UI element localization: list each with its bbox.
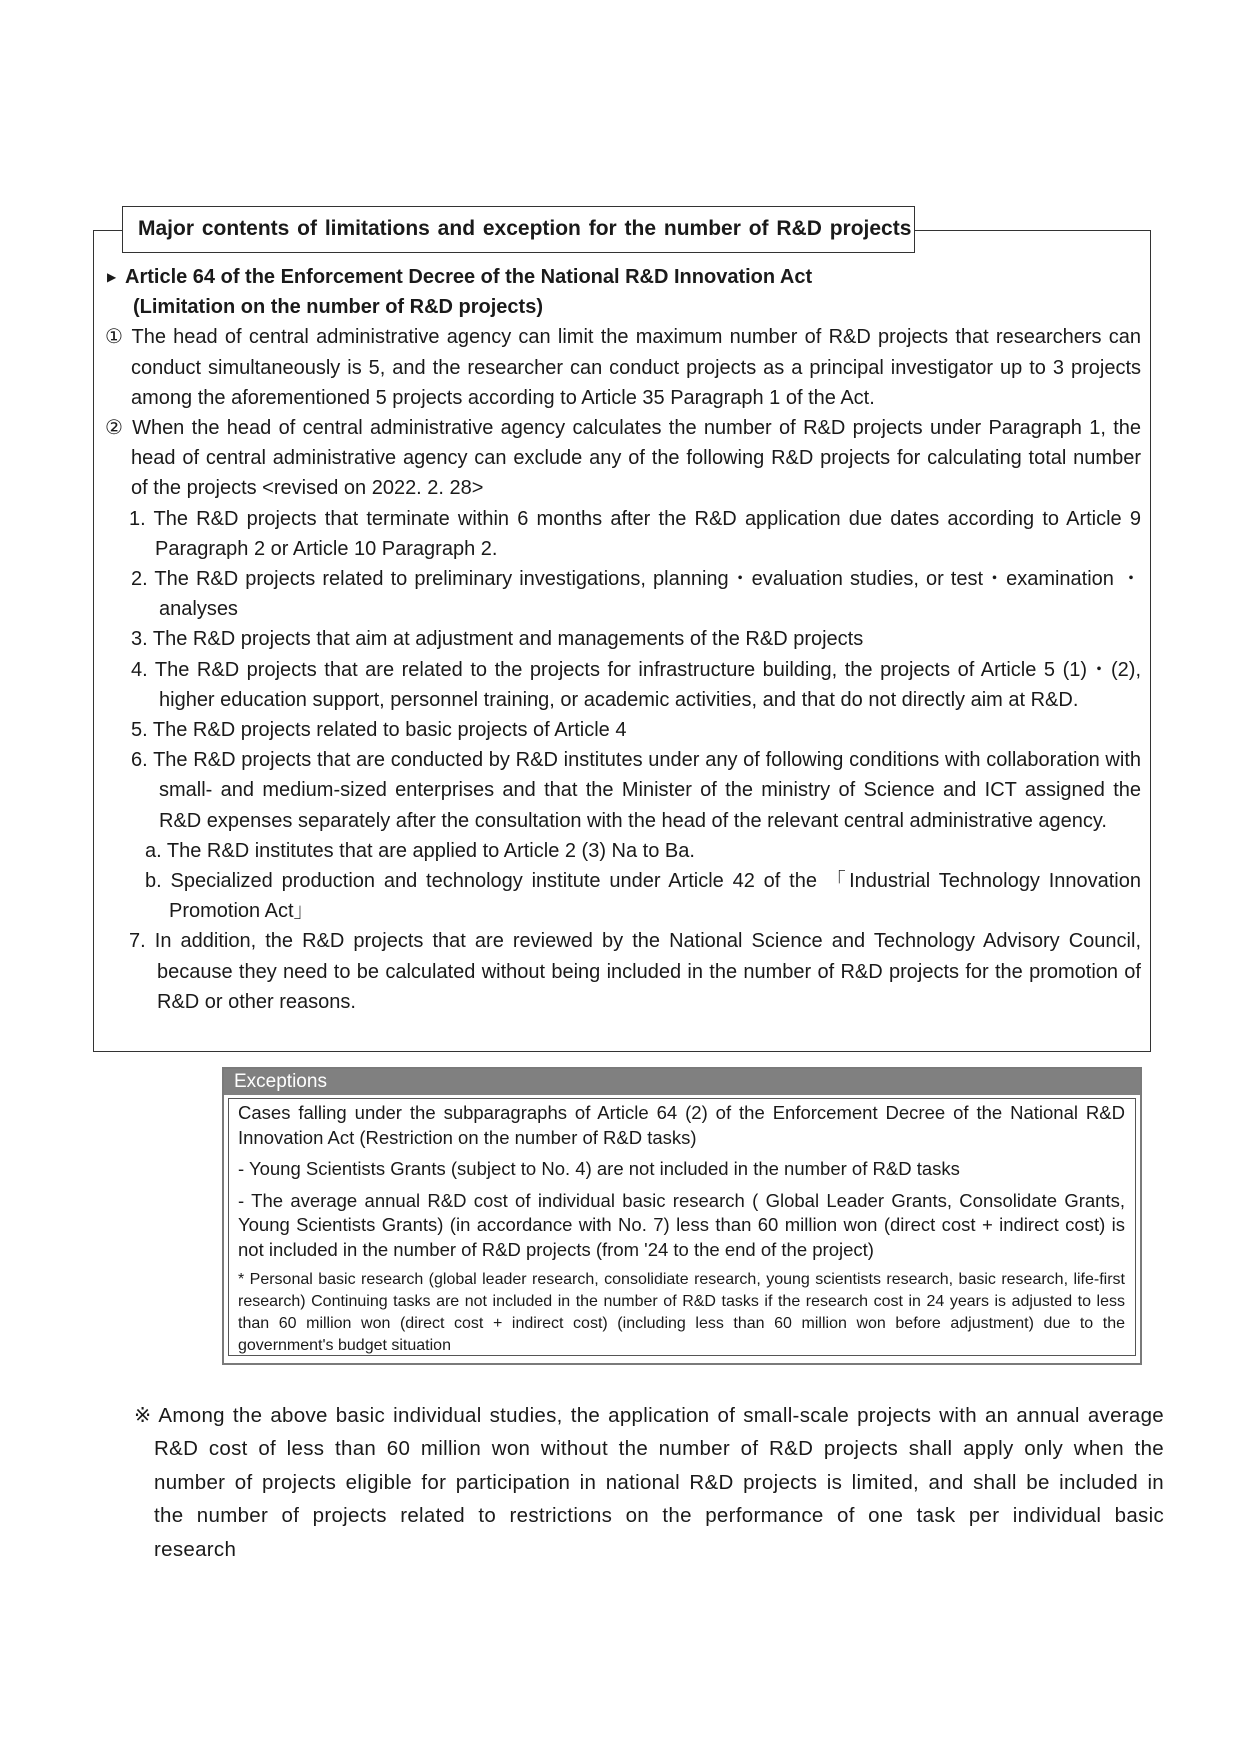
- paragraph-2: ② When the head of central administrative agency calculates the number of R&D projects under Paragraph 1, the head of central administrative agency can exclude any of the following R&D projects for calculating total number of the projects <revised on 2022. 2. 28>: [105, 417, 1142, 500]
- exceptions-box: [222, 1067, 1142, 1365]
- exceptions-footnote: * Personal basic research (global leader research, consolidiate research, young scientists research, basic research, life-first research) Continuing tasks are not included in the number of R&D tasks if the research cost in 24 years is adjusted to less than 60 million won (direct cost + indirect cost) (including less than 60 million won before adjustment) due to the government's budget situation: [238, 1271, 1125, 1354]
- article-subheading: (Limitation on the number of R&D projects): [133, 296, 543, 319]
- list-item: 6. The R&D projects that are conducted by R&D institutes under any of following conditions with collaboration with small- and medium-sized enterprises and that the Minister of the ministry of Science and ICT assigned the R&D expenses separately after the consultation with the head of the relevant central administrative agency.: [131, 749, 1141, 832]
- list-item: 7. In addition, the R&D projects that are reviewed by the National Science and Technology Advisory Council, because they need to be calculated without being included in the number of R&D projects for the promotion of R&D or other reasons.: [129, 930, 1141, 1013]
- article-heading: ▶ Article 64 of the Enforcement Decree of the National R&D Innovation Act: [105, 262, 1141, 292]
- triangle-bullet-icon: ▶: [107, 270, 117, 284]
- box-title: Major contents of limitations and exception for the number of R&D projects: [122, 206, 915, 253]
- sub-list-item: a. The R&D institutes that are applied to Article 2 (3) Na to Ba.: [145, 839, 695, 862]
- exceptions-content: [228, 1098, 1136, 1356]
- sub-list-item: b. Specialized production and technology institute under Article 42 of the 「Industrial Technology Innovation Promotion Act」: [145, 870, 1141, 923]
- list-item: 5. The R&D projects related to basic projects of Article 4: [131, 719, 627, 742]
- article-content: [105, 262, 1141, 1017]
- exceptions-paragraph: Cases falling under the subparagraphs of Article 64 (2) of the Enforcement Decree of the National R&D Innovation Act (Restriction on the number of R&D tasks): [238, 1102, 1125, 1148]
- reference-note: ※ Among the above basic individual studies, the application of small-scale projects with an annual average R&D cost of less than 60 million won without the number of R&D projects shall apply only when the number of projects eligible for participation in national R&D projects is limited, and shall be included in the number of projects related to restrictions on the performance of one task per individual basic research: [134, 1403, 1164, 1561]
- exceptions-heading: Exceptions: [224, 1069, 1140, 1095]
- exceptions-paragraph: - Young Scientists Grants (subject to No. 4) are not included in the number of R&D tasks: [238, 1158, 960, 1179]
- exceptions-paragraph: - The average annual R&D cost of individual basic research ( Global Leader Grants, Consolidate Grants, Young Scientists Grants) (in accordance with No. 7) less than 60 million won (direct cost + indirect cost) is not included in the number of R&D projects (from '24 to the end of the project): [238, 1189, 1125, 1260]
- list-item: 1. The R&D projects that terminate within 6 months after the R&D application due dates according to Article 9 Paragraph 2 or Article 10 Paragraph 2.: [129, 507, 1141, 560]
- paragraph-1: ① The head of central administrative agency can limit the maximum number of R&D projects that researchers can conduct simultaneously is 5, and the researcher can conduct projects as a principal investigator up to 3 projects among the aforementioned 5 projects according to Article 35 Paragraph 1 of the Act.: [105, 326, 1141, 409]
- list-item: 4. The R&D projects that are related to the projects for infrastructure building, the projects of Article 5 (1)・(2), higher education support, personnel training, or academic activities, and that do not directly aim at R&D.: [131, 658, 1142, 711]
- list-item: 3. The R&D projects that aim at adjustment and managements of the R&D projects: [131, 628, 864, 651]
- list-item: 2. The R&D projects related to preliminary investigations, planning・evaluation studies, or test・examination ・analyses: [131, 568, 1141, 621]
